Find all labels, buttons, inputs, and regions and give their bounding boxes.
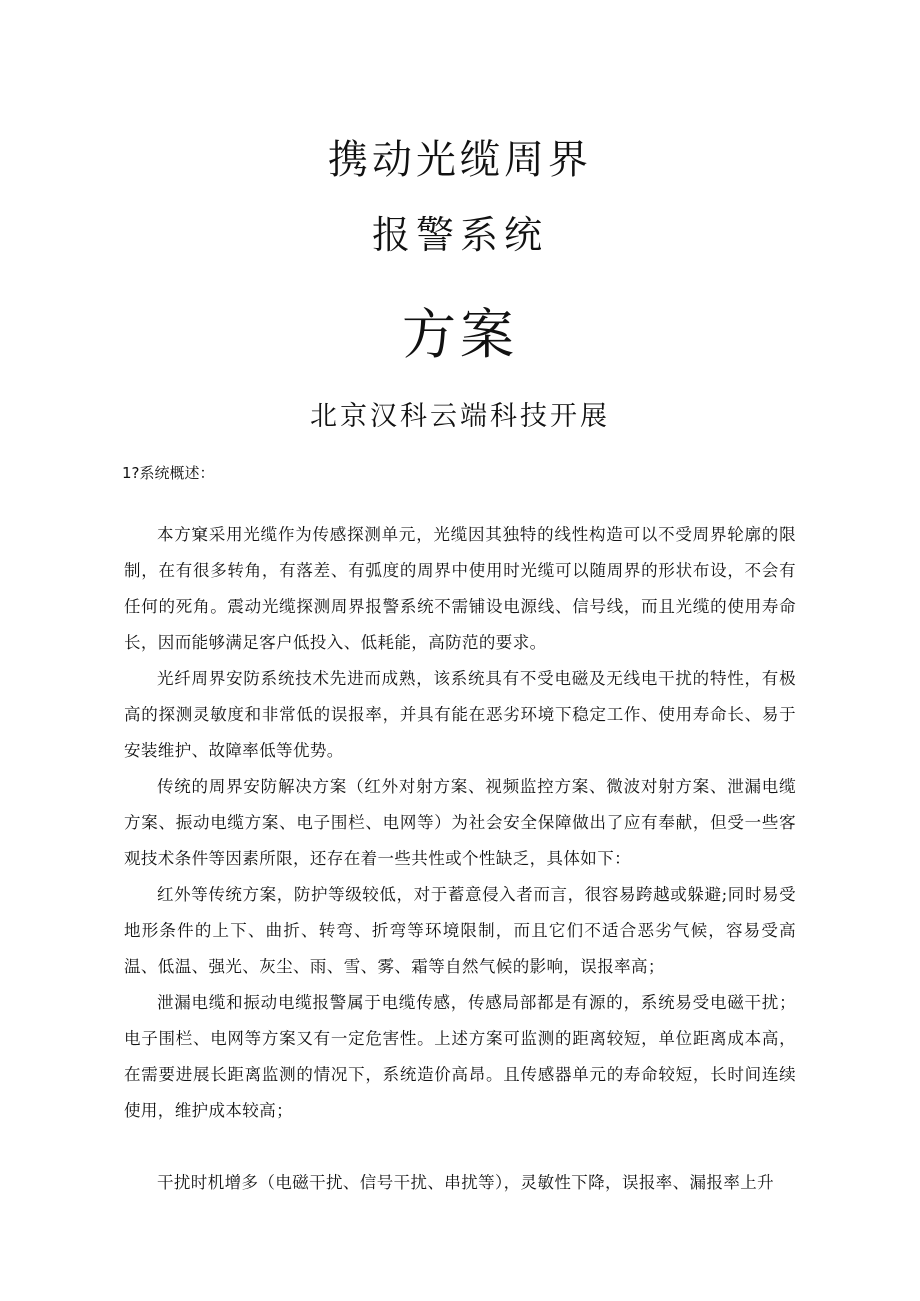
paragraph: 干扰时机增多（电磁干扰、信号干扰、串扰等），灵敏性下降，误报率、漏报率上升 [157,1173,775,1192]
paragraph: 本方窠采用光缆作为传感探测单元，光缆因其独特的线性构造可以不受周界轮廓的限制，在有很多转角，有落差、有弧度的周界中使用时光缆可以随周界的形状布设，不会有任何的死角。震动光缆探测周界报警系统不需铺设电源线、信号线，而且光缆的使用寿命长，因而能够满足客户低投入、低耗能，高防范的要求。 [124,525,796,652]
paragraph-spacer [124,1129,796,1165]
paragraph: 红外等传统方案，防护等级较低，对于蓄意侵入者而言，很容易跨越或躲避;同时易受地形条件的上下、曲折、转弯、折弯等环境限制，而且它们不适合恶劣气候，容易受高温、低温、强光、灰尘、雨、雪、雾、霜等自然气候的影响，误报率高； [124,885,796,976]
organization-name: 北京汉科云端科技开展 [310,401,610,432]
section-heading: 1?系统概述： [122,464,215,482]
title-line-3: 方案 [402,303,518,366]
paragraph: 传统的周界安防解决方案（红外对射方案、视频监控方案、微波对射方案、泄漏电缆方案、振动电缆方案、电子围栏、电网等）为社会安全保障做出了应有奉献，但受一些客观技术条件等因素所限，还存在着一些共性或个性缺乏，具体如下： [124,777,796,868]
title-line-2: 报警系统 [371,213,548,257]
paragraph: 泄漏电缆和振动电缆报警属于电缆传感，传感局部都是有源的，系统易受电磁干扰；电子围栏、电网等方案又有一定危害性。上述方案可监测的距离较短，单位距离成本高，在需要进展长距离监测的情况下，系统造价高昂。且传感器单元的寿命较短，长时间连续使用，维护成本较高； [124,993,796,1120]
title-line-1: 携动光缆周界 [328,137,592,183]
paragraph: 光纤周界安防系统技术先进而成熟，该系统具有不受电磁及无线电干扰的特性，有极高的探测灵敏度和非常低的误报率，并具有能在恶劣环境下稳定工作、使用寿命长、易于安装维护、故障率低等优势。 [124,669,796,760]
body-text [124,517,796,1201]
